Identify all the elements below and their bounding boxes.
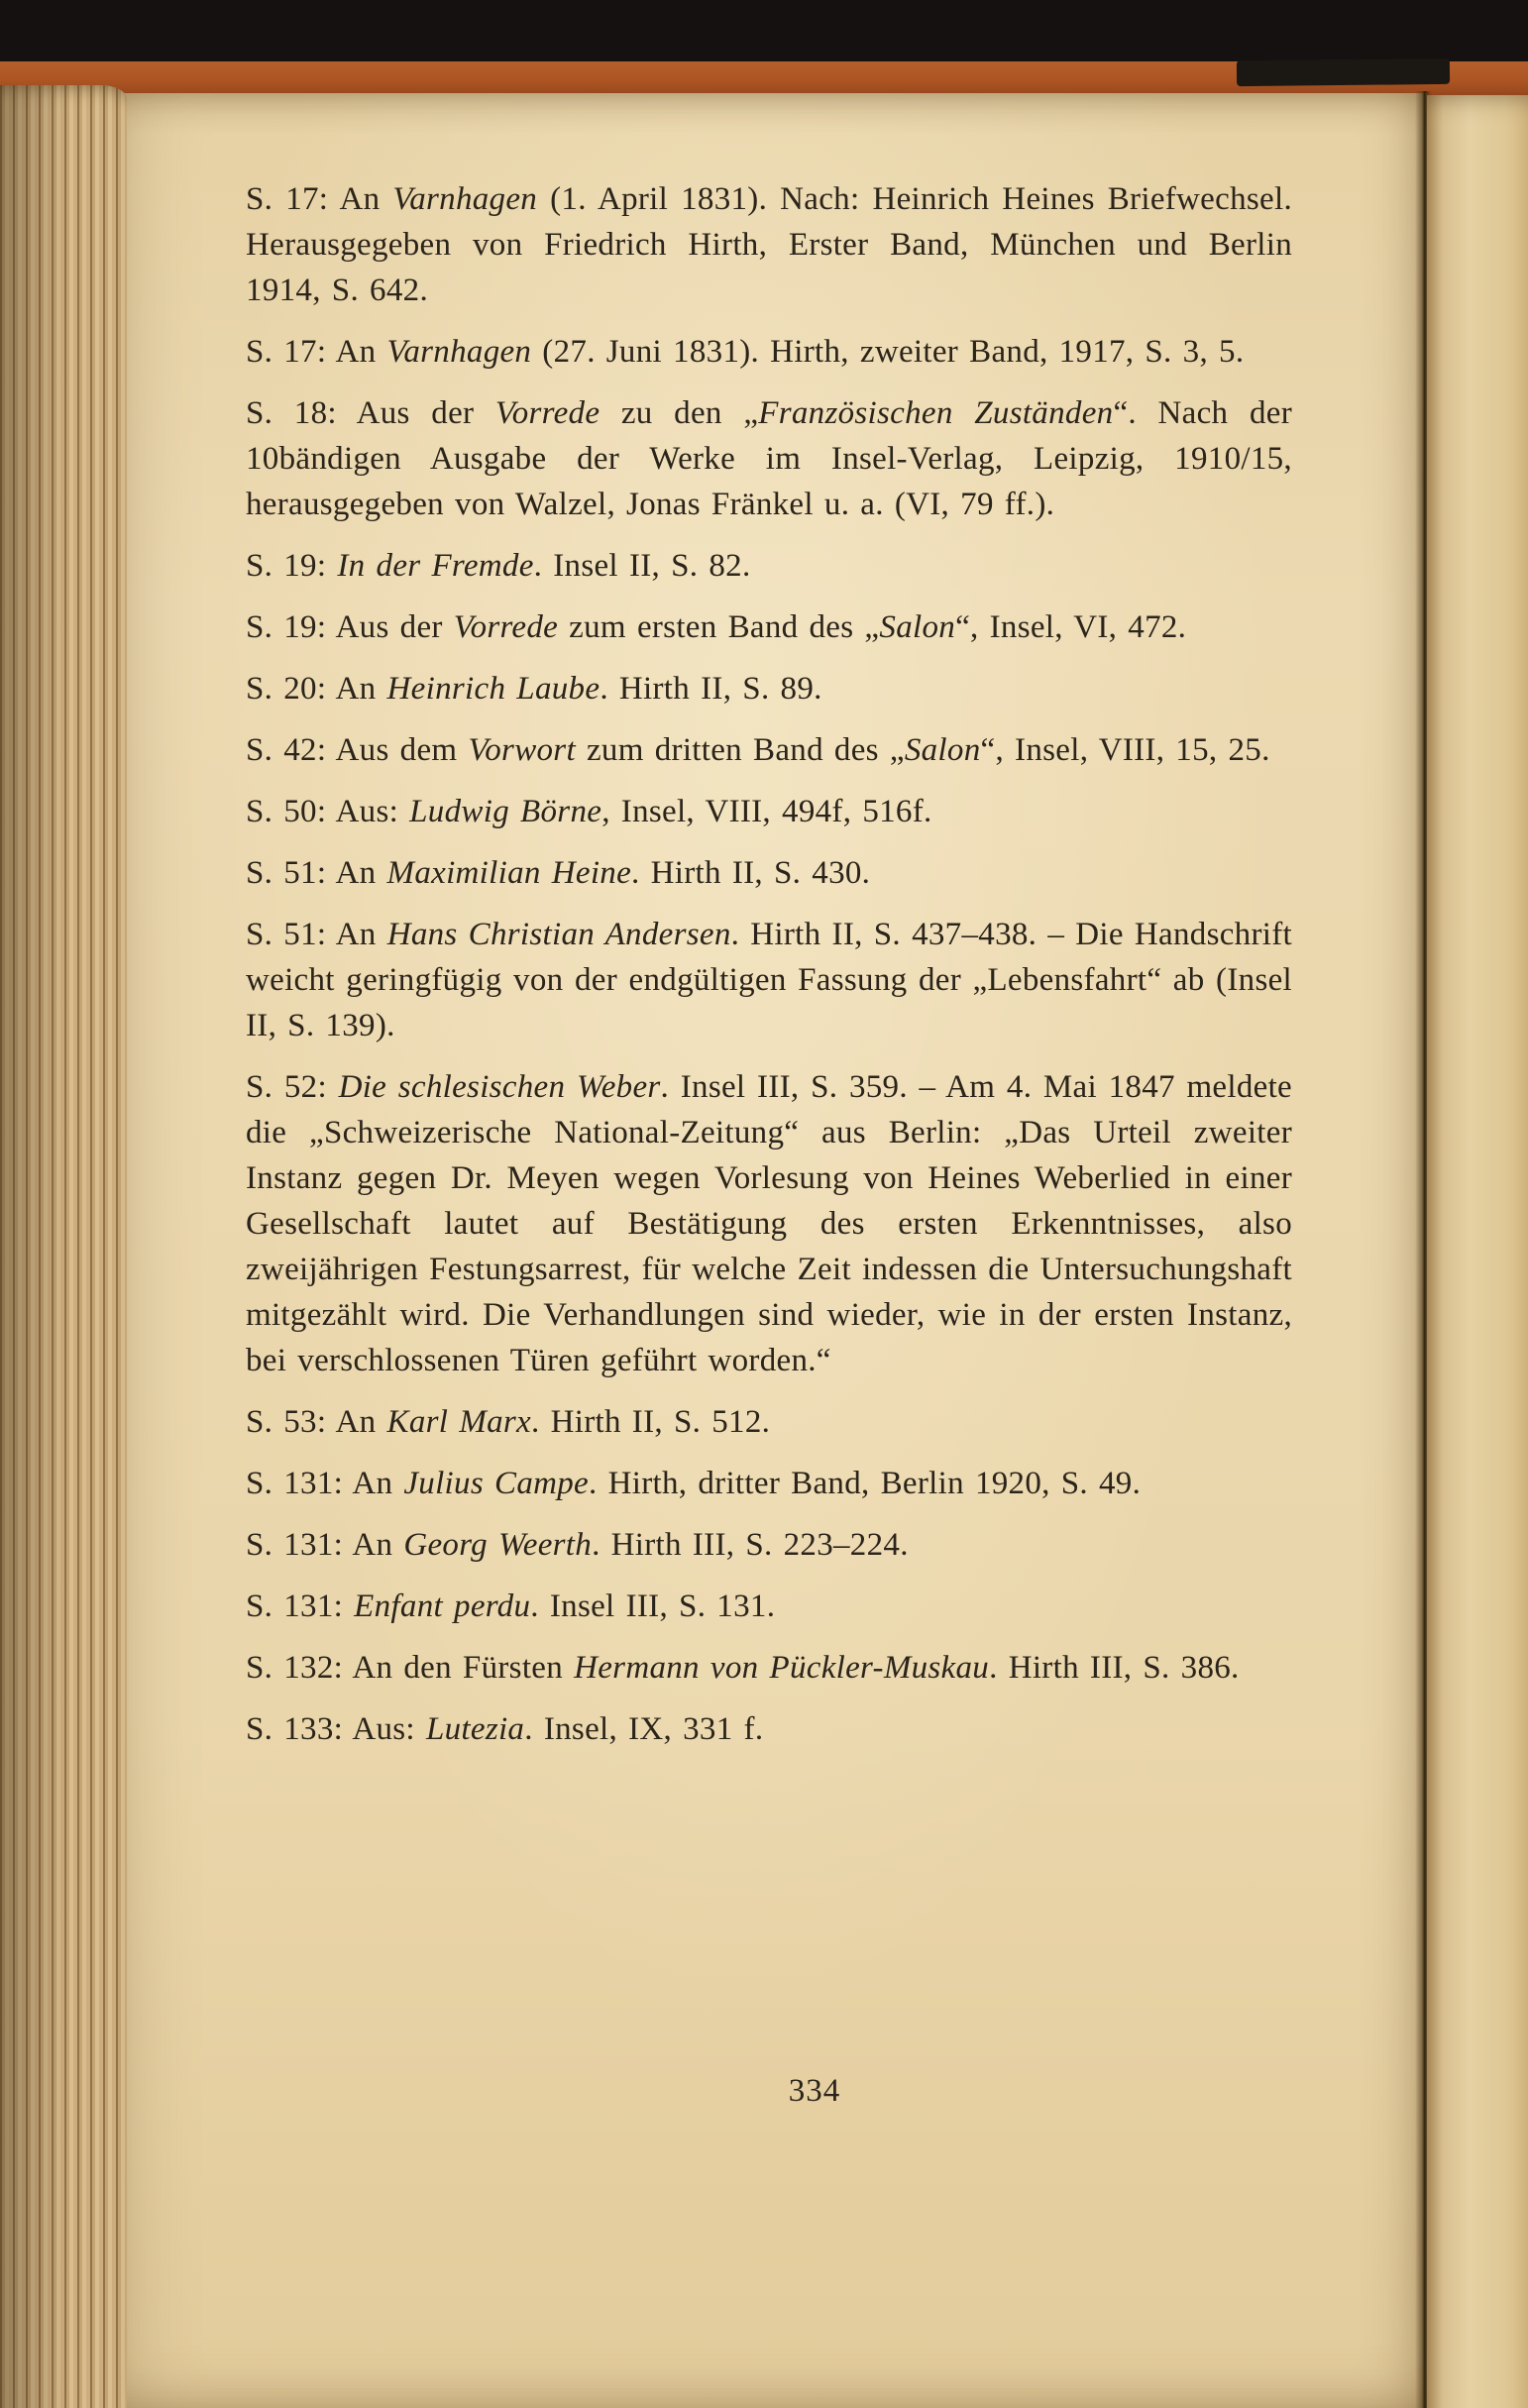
entry-text-segment: Hermann von Pückler-Muskau [574,1650,990,1686]
entry-text-segment: “. Nach der 10bändigen Ausgabe der Werke im Insel-Verlag, Leipzig, 1910/15, herausgegeben von Walzel, Jonas Fränkel u. a. (VI, 79 ff.). [246,395,1292,522]
entry-text-segment: Julius Campe [403,1466,590,1501]
entry-text-segment: (1. April 1831). Nach: Heinrich Heines Briefwechsel. Herausgegeben von Friedrich Hirth, Erster Band, München und Berlin 1914, S. 642. [246,181,1292,308]
entry-text-segment: S. 19: Aus der [246,609,454,645]
entry-text-segment: Varnhagen [392,181,538,217]
reference-entry [246,390,1292,527]
reference-entry [246,666,1292,711]
entry-text-segment: Ludwig Börne [409,794,602,829]
entry-text-segment: Enfant perdu [354,1588,531,1624]
reference-entry [246,1584,1292,1629]
page-stack-edges [0,85,127,2408]
reference-entry [246,789,1292,834]
entry-text-segment: Salon [879,609,956,645]
reference-entry [246,329,1292,375]
entry-text-segment: S. 131: An [246,1527,404,1563]
entry-text-segment: . Hirth III, S. 223–224. [592,1527,909,1563]
entry-text-segment: Vorrede [494,395,600,431]
entry-text-segment: S. 20: An [246,671,387,707]
reference-entry [246,1522,1292,1568]
entry-text-segment: Varnhagen [386,334,532,370]
entry-text-segment: Salon [904,732,981,768]
reference-entry [246,1645,1292,1691]
reference-entry [246,1461,1292,1506]
entry-text-segment: “, Insel, VIII, 15, 25. [980,732,1270,768]
entry-text-segment: S. 17: An [246,334,387,370]
entry-text-segment: zum ersten Band des „ [558,609,880,645]
entry-text-segment: . Insel II, S. 82. [533,548,751,584]
entry-text-segment: S. 52: [246,1069,339,1105]
reference-entry [246,912,1292,1048]
entry-text-segment: S. 131: An [246,1466,404,1501]
entry-text-segment: S. 133: Aus: [246,1711,426,1747]
entry-text-segment: zu den „ [600,395,759,431]
book-page [117,93,1427,2408]
entry-text-segment: . Hirth II, S. 430. [631,855,871,891]
entry-text-segment: . Hirth, dritter Band, Berlin 1920, S. 49. [589,1466,1142,1501]
reference-entry [246,604,1292,650]
entry-text-segment: S. 17: An [246,181,393,217]
entry-text-segment: (27. Juni 1831). Hirth, zweiter Band, 1917, S. 3, 5. [531,334,1245,370]
entry-text-segment: S. 53: An [246,1404,387,1440]
entry-text-segment: S. 51: An [246,917,387,952]
entry-text-segment: S. 18: Aus der [246,395,495,431]
entry-text-segment: Die schlesischen Weber [338,1069,661,1105]
entry-text-segment: . Insel III, S. 359. – Am 4. Mai 1847 meldete die „Schweizerische National-Zeitung“ aus Berlin: „Das Urteil zweiter Instanz gegen Dr. Meyen wegen Vorlesung von Heines Weberlied in einer Gesellschaft lautet auf Bestätigung des ersten Erkenntnisses, also zweijährigen Festungsarrest, für welche Zeit indessen die Untersuchungshaft mitgezählt wird. Die Verhandlungen sind wieder, wie in der ersten Instanz, bei verschlossenen Türen geführt worden.“ [246,1069,1292,1378]
entry-text-segment: S. 132: An den Fürsten [246,1650,575,1686]
entry-text-segment: zum dritten Band des „ [575,732,905,768]
entry-text-segment: “, Insel, VI, 472. [955,609,1187,645]
entry-text-segment: Heinrich Laube [386,671,600,707]
entry-text-segment: Hans Christian Andersen [386,917,731,952]
reference-entry [246,176,1292,313]
reference-entry [246,1064,1292,1383]
reference-entry [246,850,1292,896]
entry-text-segment: Lutezia [425,1711,525,1747]
entry-text-segment: . Insel, IX, 331 f. [524,1711,764,1747]
entry-text-segment: S. 51: An [246,855,387,891]
entry-text-segment: S. 50: Aus: [246,794,410,829]
entry-text-segment: , Insel, VIII, 494f, 516f. [601,794,932,829]
entry-text-segment: Französischen Zuständen [758,395,1114,431]
entry-text-segment: S. 19: [246,548,338,584]
entry-text-segment: . Hirth II, S. 512. [531,1404,771,1440]
cover-damage-patch [1237,58,1450,86]
reference-entry [246,543,1292,589]
entry-text-segment: Vorwort [468,732,576,768]
entry-text-segment: S. 131: [246,1588,355,1624]
entry-text-segment: In der Fremde [337,548,534,584]
reference-entry [246,1399,1292,1445]
reference-entry [246,1706,1292,1752]
entry-text-segment: . Hirth III, S. 386. [989,1650,1240,1686]
facing-page-edge [1427,95,1528,2408]
entry-text-segment: Maximilian Heine [386,855,632,891]
page-number: 334 [788,2073,841,2109]
reference-list [246,176,1292,1768]
entry-text-segment: . Insel III, S. 131. [530,1588,776,1624]
reference-entry [246,727,1292,773]
entry-text-segment: . Hirth II, S. 89. [600,671,822,707]
entry-text-segment: Georg Weerth [403,1527,593,1563]
entry-text-segment: Vorrede [453,609,559,645]
entry-text-segment: Karl Marx [386,1404,531,1440]
entry-text-segment: . Hirth II, S. 437–438. – Die Handschrift weicht geringfügig von der endgültigen Fassung der „Lebensfahrt“ ab (Insel II, S. 139). [246,917,1292,1043]
entry-text-segment: S. 42: Aus dem [246,732,469,768]
